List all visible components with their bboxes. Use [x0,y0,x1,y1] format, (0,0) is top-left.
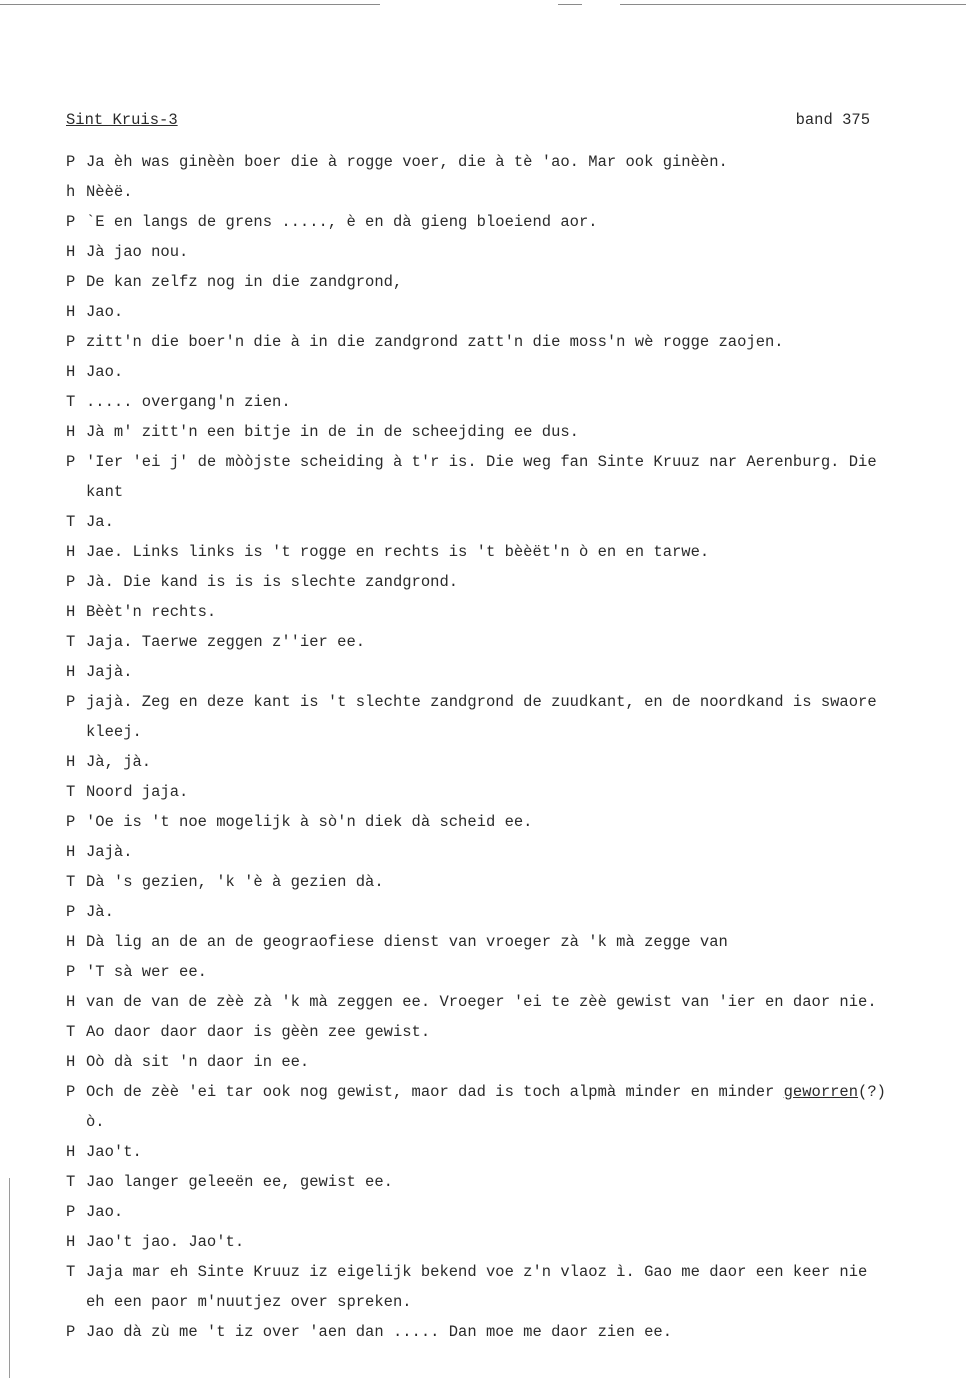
speaker-label [66,717,86,747]
transcript-line [66,267,956,297]
speaker-label [66,1107,86,1137]
speaker-label: H [66,243,76,261]
speaker-label: H [66,1053,76,1071]
transcript-line [66,777,956,807]
transcript-line [66,687,956,717]
line-text: 'Oe is 't noe mogelijk à sò'n diek dà scheid ee. [86,813,533,831]
line-text: Dà 's gezien, 'k 'è à gezien dà. [86,873,384,891]
line-text: kant [86,483,124,501]
speaker-label: P [66,273,76,291]
transcript-line [66,1197,956,1227]
speaker-label: T [66,873,76,891]
line-text: Och de zèè 'ei tar ook nog gewist, maor dad is toch alpmà minder en minder [86,1083,775,1101]
speaker-label: h [66,183,76,201]
transcript-line [66,597,956,627]
speaker-label [66,1287,86,1317]
speaker-label: P [66,1083,76,1101]
transcript-line [66,387,956,417]
line-text: van de van de zèè zà 'k mà zeggen ee. Vroeger 'ei te zèè gewist van 'ier en daor nie. [86,993,877,1011]
line-text: Jao. [86,303,124,321]
transcript-line [66,747,956,777]
underlined-word: geworren [783,1083,859,1101]
line-text: Jaja. Taerwe zeggen z''ier ee. [86,633,366,651]
line-text: Jà. [86,903,114,921]
uncertain-mark: (?) [858,1083,886,1101]
speaker-label: P [66,573,76,591]
transcript-line [66,477,956,507]
transcript-line [66,1047,956,1077]
transcript-line [66,1317,956,1347]
transcript-line [66,1107,956,1137]
line-text: `E en langs de grens ....., è en dà gieng bloeiend aor. [86,213,598,231]
transcript-line [66,987,956,1017]
line-text: Nèèë. [86,183,133,201]
line-text: Jà, jà. [86,753,152,771]
margin-line [9,1178,10,1378]
line-text: De kan zelfz nog in die zandgrond, [86,273,403,291]
line-text: kleej. [86,723,142,741]
line-text: Oò dà sit 'n daor in ee. [86,1053,310,1071]
transcript-line [66,657,956,687]
line-text: Noord jaja. [86,783,189,801]
line-text: Jaja mar eh Sinte Kruuz iz eigelijk bekend voe z'n vlaoz ì. Gao me daor een keer nie [86,1263,868,1281]
speaker-label: H [66,363,76,381]
transcript-line [66,717,956,747]
line-text: Jao. [86,363,124,381]
speaker-label: T [66,633,76,651]
line-text: Bèèt'n rechts. [86,603,217,621]
speaker-label: P [66,333,76,351]
speaker-label: T [66,783,76,801]
transcript-line [66,537,956,567]
transcript-line [66,357,956,387]
transcript-line [66,867,956,897]
transcript [66,147,956,1347]
line-text: Ao daor daor daor is gèèn zee gewist. [86,1023,431,1041]
speaker-label: T [66,513,76,531]
speaker-label: H [66,933,76,951]
line-text: Jao. [86,1203,124,1221]
speaker-label: T [66,393,76,411]
transcript-line [66,807,956,837]
speaker-label: P [66,813,76,831]
transcript-line [66,1287,956,1317]
line-text: Dà lig an de an de geograofiese dienst van vroeger zà 'k mà zegge van [86,933,728,951]
top-rule-middle [558,4,582,5]
line-text: 'Ier 'ei j' de mòòjste scheiding à t'r is. Die weg fan Sinte Kruuz nar Aerenburg. Die [86,453,877,471]
top-rule-left [0,4,380,5]
transcript-line [66,237,956,267]
line-text: ò. [86,1113,105,1131]
speaker-label: T [66,1173,76,1191]
transcript-line [66,957,956,987]
speaker-label: H [66,753,76,771]
transcript-line [66,567,956,597]
speaker-label: H [66,993,76,1011]
line-text: eh een paor m'nuutjez over spreken. [86,1293,412,1311]
line-text: 'T sà wer ee. [86,963,207,981]
transcript-line [66,327,956,357]
line-text: Jajà. [86,663,133,681]
band-number: band 375 [795,111,870,129]
transcript-line [66,1227,956,1257]
transcript-line [66,627,956,657]
speaker-label: T [66,1263,76,1281]
line-text: Jà. Die kand is is is slechte zandgrond. [86,573,459,591]
speaker-label: H [66,543,76,561]
speaker-label [66,477,86,507]
transcript-line [66,507,956,537]
line-text: zitt'n die boer'n die à in die zandgrond zatt'n die moss'n wè rogge zaojen. [86,333,784,351]
speaker-label: H [66,423,76,441]
transcript-line [66,837,956,867]
speaker-label: H [66,1233,76,1251]
speaker-label: P [66,903,76,921]
transcript-line [66,897,956,927]
line-text: Jà m' zitt'n een bitje in de in de scheejding ee dus. [86,423,579,441]
speaker-label: H [66,843,76,861]
transcript-line [66,1137,956,1167]
transcript-line [66,207,956,237]
line-text: Ja. [86,513,114,531]
transcript-line [66,1017,956,1047]
line-text: Jao langer geleeën ee, gewist ee. [86,1173,393,1191]
line-text: Jao't. [86,1143,142,1161]
transcript-line [66,177,956,207]
speaker-label: P [66,693,76,711]
transcript-line [66,1257,956,1287]
transcript-line [66,147,956,177]
line-text: Ja èh was ginèèn boer die à rogge voer, die à tè 'ao. Mar ook ginèèn. [86,153,728,171]
line-text: Jao't jao. Jao't. [86,1233,245,1251]
document-title: Sint Kruis-3 [66,111,178,129]
speaker-label: P [66,453,76,471]
line-text: Jao dà zù me 't iz over 'aen dan ..... Dan moe me daor zien ee. [86,1323,672,1341]
speaker-label: P [66,1203,76,1221]
speaker-label: H [66,1143,76,1161]
line-text: Jajà. [86,843,133,861]
speaker-label: P [66,153,76,171]
speaker-label: H [66,603,76,621]
line-text: jajà. Zeg en deze kant is 't slechte zandgrond de zuudkant, en de noordkand is swaore [86,693,877,711]
line-text: Jà jao nou. [86,243,189,261]
speaker-label: H [66,663,76,681]
speaker-label: P [66,963,76,981]
transcript-line [66,417,956,447]
speaker-label: P [66,1323,76,1341]
transcript-line [66,927,956,957]
transcript-line [66,447,956,477]
speaker-label: T [66,1023,76,1041]
line-text: ..... overgang'n zien. [86,393,291,411]
top-rule-right [620,4,966,5]
speaker-label: H [66,303,76,321]
page-header [66,111,870,135]
line-text: Jae. Links links is 't rogge en rechts is 't bèèët'n ò en en tarwe. [86,543,710,561]
transcript-line [66,1167,956,1197]
speaker-label: P [66,213,76,231]
transcript-line [66,297,956,327]
transcript-line [66,1077,956,1107]
